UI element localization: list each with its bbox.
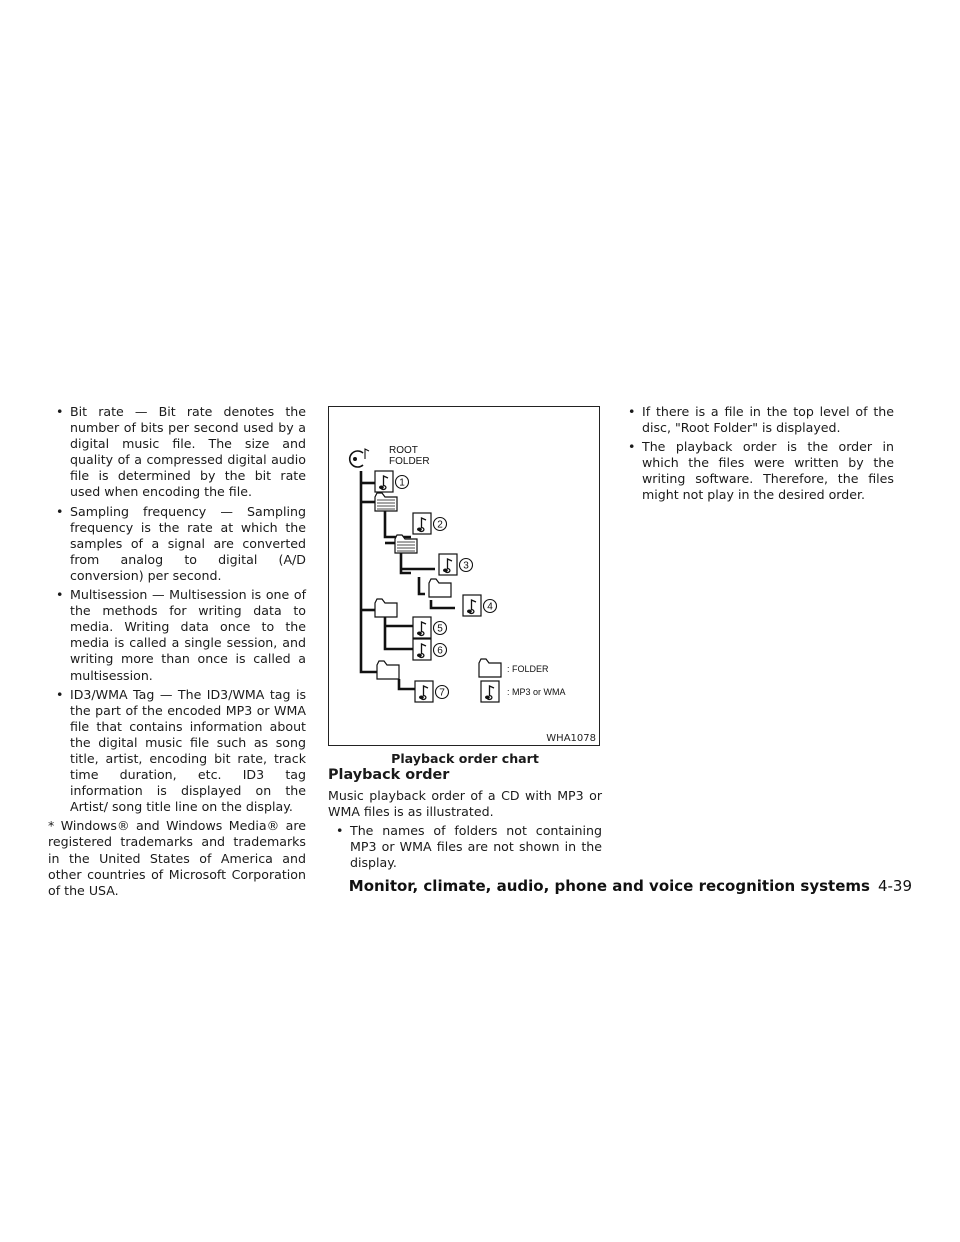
footer-section-title: Monitor, climate, audio, phone and voice recognition systems (348, 877, 870, 895)
page-number: 4-39 (877, 877, 912, 895)
root-folder-icon (350, 449, 369, 467)
list-item: • The names of folders not containing MP3 or WMA files are not shown in the display. (328, 823, 602, 871)
legend-file-icon (481, 681, 499, 702)
legend-folder-label: : FOLDER (507, 664, 549, 674)
legend-file-label: : MP3 or WMA (507, 687, 566, 697)
definitions-list (48, 404, 306, 815)
list-item: • The playback order is the order in which the files were written by the writing software. Therefore, the files might not play in the desired order. (620, 439, 894, 503)
figure-caption: Playback order chart (391, 751, 539, 766)
trademark-note: * Windows® and Windows Media® are registered trademarks and trademarks in the United States of America and other countries of Microsoft Corporation of the USA. (48, 818, 306, 898)
music-file-icon (413, 639, 431, 660)
legend-folder-icon (479, 659, 501, 677)
playback-order-diagram (329, 407, 599, 745)
music-file-icon (375, 471, 393, 492)
order-number: 5 (437, 623, 443, 635)
music-file-icon (413, 617, 431, 638)
root-label: ROOT (389, 445, 418, 456)
order-number: 6 (437, 645, 443, 657)
order-number: 4 (487, 601, 493, 613)
music-file-icon (439, 554, 457, 575)
intro-paragraph: Music playback order of a CD with MP3 or WMA files is as illustrated. (328, 788, 602, 820)
left-column (48, 404, 306, 899)
folder-icon (375, 493, 397, 511)
music-file-icon (415, 681, 433, 702)
order-number: 3 (463, 560, 469, 572)
middle-column-text (328, 788, 602, 874)
folder-icon (429, 579, 451, 597)
list-item: • If there is a file in the top level of the disc, "Root Folder" is displayed. (620, 404, 894, 436)
music-file-icon (463, 595, 481, 616)
playback-notes-list (328, 823, 602, 871)
order-number: 1 (399, 477, 405, 489)
page-footer (349, 877, 912, 895)
music-file-icon (413, 513, 431, 534)
list-item: • ID3/WMA Tag — The ID3/WMA tag is the part of the encoded MP3 or WMA file that contains information about the digital music file such as song title, artist, encoding bit rate, track time duration, etc. ID3 tag information is displayed on the Artist/ song title line on the display. (48, 687, 306, 816)
list-item: • Multisession — Multisession is one of the methods for writing data to media. Writing data once to the media is called a single session, and writing more than once is called a multisession. (48, 587, 306, 684)
right-column (620, 404, 894, 507)
root-label: FOLDER (389, 456, 430, 467)
playback-order-figure (328, 406, 600, 746)
order-number: 7 (439, 687, 445, 699)
playback-notes-list (620, 404, 894, 504)
folder-icon (375, 599, 397, 617)
folder-icon (377, 661, 399, 679)
order-number: 2 (437, 519, 443, 531)
section-title: Playback order (328, 767, 450, 783)
figure-code: WHA1078 (546, 733, 596, 744)
list-item: • Sampling frequency — Sampling frequency is the rate at which the samples of a signal are converted from analog to digital (A/D conversion) per second. (48, 504, 306, 584)
list-item: • Bit rate — Bit rate denotes the number of bits per second used by a digital music file. The size and quality of a compressed digital audio file is determined by the bit rate used when encoding the file. (48, 404, 306, 501)
